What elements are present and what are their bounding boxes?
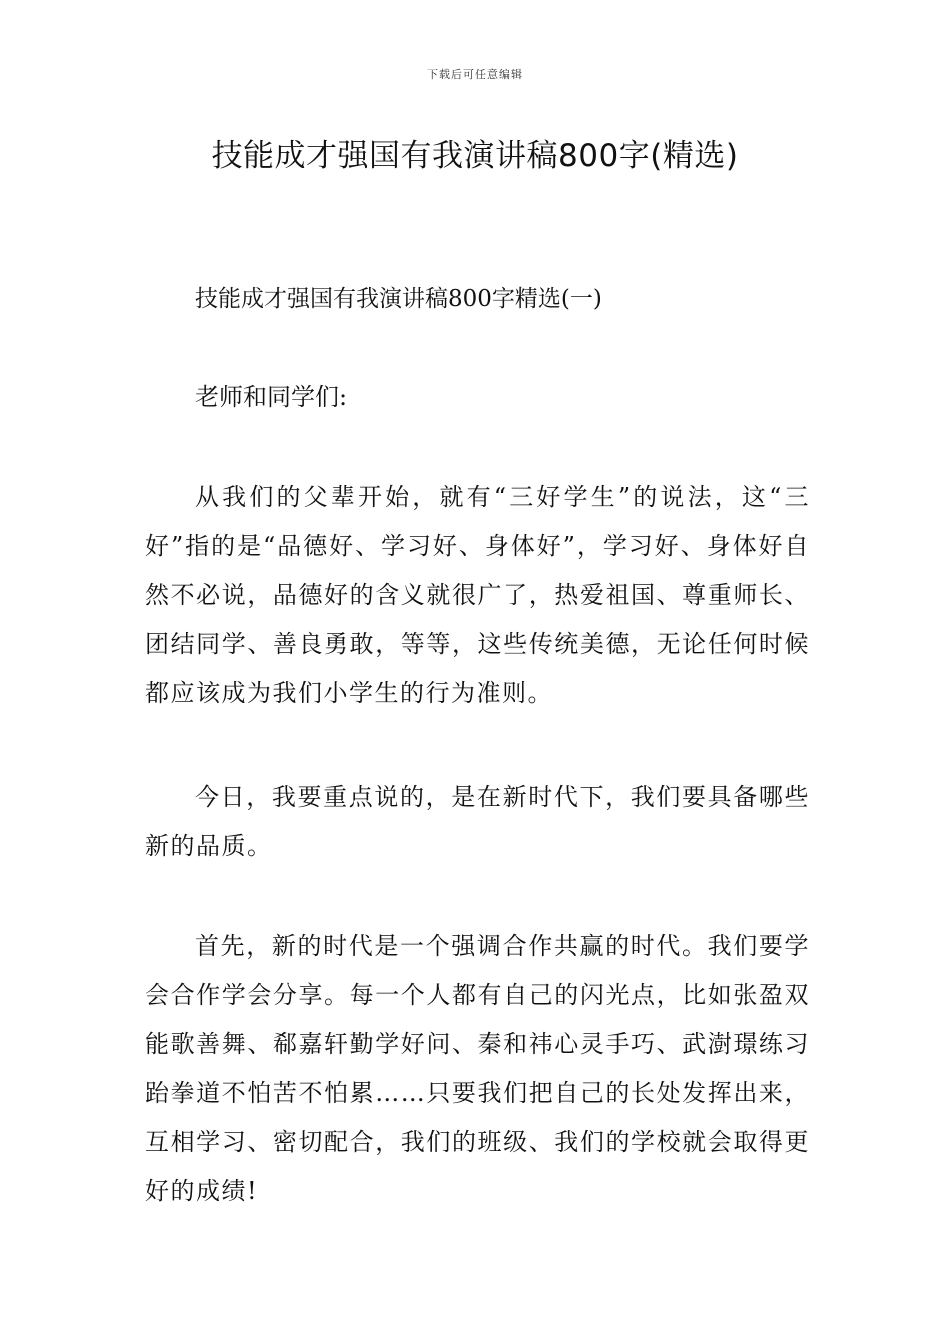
paragraph-3: 首先，新的时代是一个强调合作共赢的时代。我们要学会合作学会分享。每一个人都有自己的闪光点，比如张盈双能歌善舞、郗嘉轩勤学好问、秦和祎心灵手巧、武澍璟练习跆拳道不怕苦不怕累……只要我们把自己的长处发挥出来，互相学习、密切配合，我们的班级、我们的学校就会取得更好的成绩!: [145, 932, 810, 1205]
header-note: 下载后可任意编辑: [427, 68, 523, 81]
paragraph-2: 今日，我要重点说的，是在新时代下，我们要具备哪些新的品质。: [145, 783, 810, 860]
paragraph-1: 从我们的父辈开始，就有“三好学生”的说法，这“三好”指的是“品德好、学习好、身体好”，学习好、身体好自然不必说，品德好的含义就很广了，热爱祖国、尊重师长、团结同学、善良勇敢，等等，这些传统美德，无论任何时候都应该成为我们小学生的行为准则。: [145, 483, 810, 707]
salutation: 老师和同学们:: [195, 383, 348, 411]
section-subtitle: 技能成才强国有我演讲稿800字精选(一): [195, 286, 602, 312]
document-title: 技能成才强国有我演讲稿800字(精选): [211, 138, 739, 174]
